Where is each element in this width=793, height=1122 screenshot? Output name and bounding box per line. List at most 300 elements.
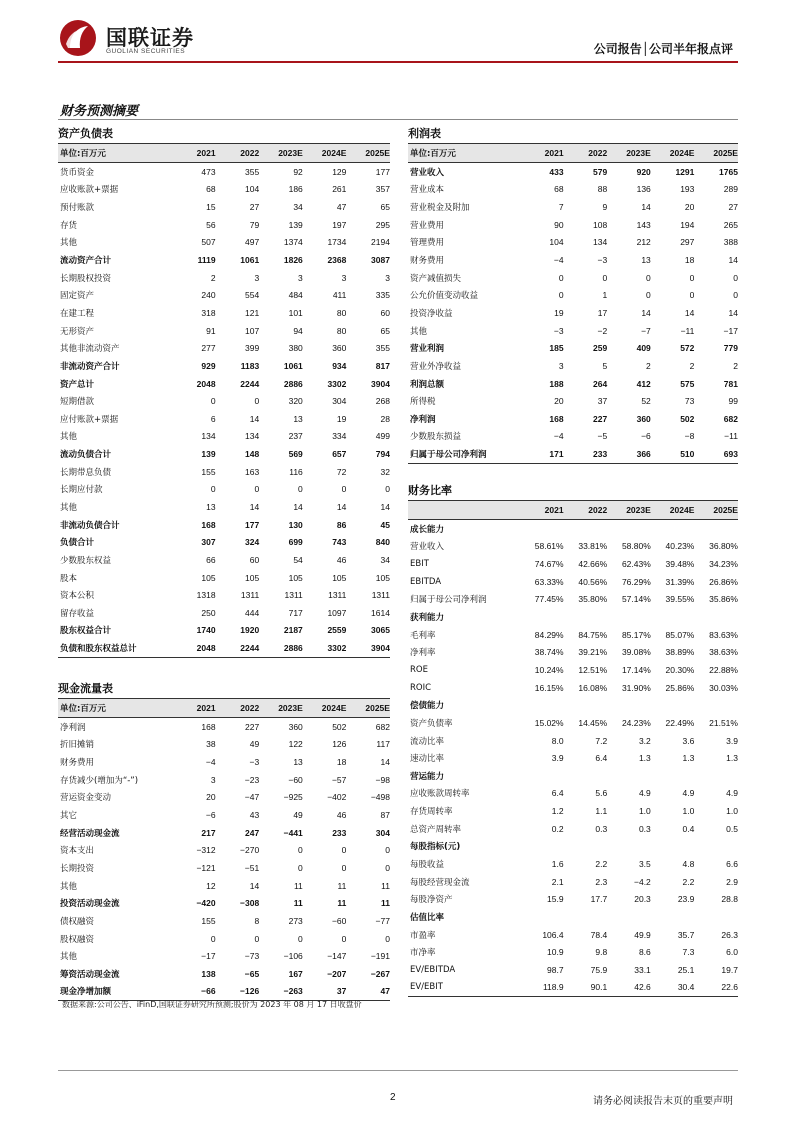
cell-value: 13: [293, 757, 303, 768]
cell-value: 1061: [283, 360, 303, 371]
cell-value: 2048: [196, 643, 216, 654]
row-label: 其他非流动资产: [60, 344, 120, 355]
row-label: 应收账款周转率: [410, 789, 470, 800]
cell-value: 33.81%: [578, 541, 608, 552]
cell-value: 227: [593, 413, 608, 424]
table-row: [58, 894, 390, 912]
cell-value: −7: [641, 325, 651, 336]
cell-value: 74.67%: [534, 559, 564, 570]
table-row: [408, 943, 738, 961]
cell-value: 265: [723, 219, 738, 230]
row-label: 投资活动现金流: [60, 899, 120, 910]
row-label: 短期借款: [60, 397, 95, 408]
cell-value: 499: [375, 431, 390, 442]
row-label: 净利率: [410, 648, 436, 659]
table-row: [408, 357, 738, 375]
cell-value: 237: [288, 431, 303, 442]
table-row: [408, 392, 738, 410]
row-label: 应付账款+票据: [60, 414, 119, 425]
table-row: [408, 732, 738, 750]
cell-value: 3302: [327, 378, 347, 389]
cell-value: 84.29%: [534, 629, 564, 640]
cell-value: 33.1: [634, 964, 651, 975]
cell-value: 3.9: [726, 735, 738, 746]
cell-value: 1311: [240, 590, 260, 601]
cell-value: 17: [597, 307, 608, 318]
table-row: [408, 322, 738, 340]
cell-value: 0: [298, 484, 303, 495]
cell-value: 3: [385, 272, 390, 283]
cell-value: 307: [201, 537, 216, 548]
table-row: [408, 802, 738, 820]
cell-value: 194: [680, 219, 695, 230]
cell-value: 1291: [675, 166, 695, 177]
cell-value: 22.88%: [709, 664, 738, 675]
cell-value: −60: [331, 915, 347, 926]
table-row: [408, 339, 738, 357]
table-row: [58, 771, 390, 789]
cell-value: 0: [733, 290, 738, 301]
cell-value: 233: [593, 449, 608, 460]
cell-value: 0: [298, 845, 303, 856]
cell-value: 0: [689, 290, 695, 301]
row-label: 营业利润: [410, 344, 445, 355]
table-row: [58, 498, 390, 516]
cell-value: 163: [245, 466, 260, 477]
cell-value: 5: [602, 360, 608, 371]
data-source-note: 数据来源:公司公告、iFinD,国联证券研究所预测;股价为 2023 年 08 月 17 日收盘价: [62, 1000, 362, 1009]
cell-value: 47: [336, 202, 347, 213]
cell-value: −4.2: [634, 876, 651, 887]
table-row: [408, 979, 738, 998]
table-row: [58, 251, 390, 269]
cell-value: 0: [385, 862, 390, 873]
table-row: [408, 855, 738, 873]
cell-value: 60: [380, 307, 390, 318]
cell-value: 0: [298, 933, 303, 944]
cell-value: 779: [723, 343, 738, 354]
table-title: 资产负债表: [58, 124, 390, 144]
table-row: [58, 604, 390, 622]
table-row: [408, 216, 738, 234]
cell-value: 139: [201, 449, 216, 460]
cell-value: 46: [336, 810, 347, 821]
row-label: 负债合计: [60, 538, 95, 549]
row-label: 存货: [60, 220, 78, 231]
cell-value: 19: [336, 413, 347, 424]
cell-value: −4: [553, 431, 564, 442]
cell-value: 155: [201, 915, 216, 926]
cell-value: 60: [249, 554, 260, 565]
table-row: [58, 410, 390, 428]
row-label: 资产总计: [60, 379, 95, 390]
column-header: 2021: [196, 703, 216, 713]
cell-value: 3.6: [682, 735, 695, 746]
cell-value: 25.86%: [665, 682, 695, 693]
table-row: [58, 877, 390, 895]
cell-value: 14: [380, 501, 390, 512]
cell-value: 4.8: [682, 858, 695, 869]
income-statement-table: [408, 124, 738, 464]
cell-value: 30.4: [677, 982, 695, 993]
cell-value: −308: [240, 898, 260, 909]
cell-value: 6.4: [595, 753, 608, 764]
table-row: [58, 375, 390, 393]
row-label: 少数股东损益: [410, 432, 462, 443]
table-row: [408, 163, 738, 181]
table-row: [58, 551, 390, 569]
cell-value: 14: [641, 202, 651, 213]
row-label: 营业税金及附加: [410, 203, 470, 214]
table-row: [408, 749, 738, 767]
cell-value: 411: [332, 290, 347, 301]
cell-value: −402: [327, 792, 347, 803]
cell-value: 2: [733, 360, 738, 371]
cell-value: 357: [375, 184, 390, 195]
cell-value: 1734: [327, 237, 347, 248]
column-header: 2025E: [365, 148, 390, 158]
cell-value: 39.55%: [665, 594, 695, 605]
cell-value: 31.90%: [621, 682, 651, 693]
cell-value: 12: [206, 880, 216, 891]
table-row: [408, 785, 738, 803]
cell-value: 11: [293, 898, 303, 909]
table-row: [408, 591, 738, 609]
cell-value: 37: [336, 986, 347, 997]
column-header: 2025E: [713, 505, 738, 515]
table-row: [58, 806, 390, 824]
cell-value: 168: [201, 721, 216, 732]
cell-value: 0: [385, 484, 390, 495]
cell-value: 185: [549, 343, 564, 354]
cell-value: 77.45%: [534, 594, 564, 605]
cell-value: −441: [283, 827, 303, 838]
cell-value: 14: [249, 880, 260, 891]
row-label: 估值比率: [410, 912, 445, 923]
cell-value: 399: [245, 343, 260, 354]
cell-value: 1311: [328, 590, 347, 601]
cell-value: 2.2: [595, 858, 608, 869]
cell-value: 366: [636, 449, 651, 460]
row-label: 负债和股东权益总计: [60, 644, 137, 655]
cell-value: 24.23%: [621, 717, 651, 728]
cell-value: 227: [245, 721, 260, 732]
cell-value: 20.30%: [665, 664, 695, 675]
row-label: 留存收益: [60, 608, 95, 619]
row-label: EV/EBIT: [410, 982, 443, 993]
column-header: 2022: [240, 148, 260, 158]
cell-value: 65: [380, 325, 390, 336]
cell-value: 3: [298, 272, 303, 283]
cell-value: 355: [375, 343, 390, 354]
row-label: 营业收入: [410, 167, 445, 178]
column-header: 2023E: [278, 148, 303, 158]
cell-value: −106: [283, 951, 303, 962]
cell-value: 1311: [284, 590, 303, 601]
table-row: [408, 714, 738, 732]
cell-value: 20: [684, 202, 695, 213]
cell-value: 0.4: [682, 823, 695, 834]
table-row: [408, 251, 738, 269]
cell-value: 92: [293, 166, 303, 177]
row-label: 股东权益合计: [60, 626, 112, 637]
cell-value: 49.9: [634, 929, 651, 940]
row-label: 筹资活动现金流: [60, 969, 120, 980]
cell-value: 148: [245, 449, 260, 460]
cell-value: 575: [680, 378, 695, 389]
cell-value: 334: [332, 431, 347, 442]
row-label: 长期带息负债: [60, 467, 112, 478]
cell-value: 240: [201, 290, 216, 301]
row-label: 所得税: [410, 397, 436, 408]
cell-value: 104: [549, 237, 564, 248]
cell-value: 18: [336, 757, 347, 768]
cell-value: −60: [288, 774, 303, 785]
cell-value: 1614: [371, 607, 390, 618]
row-label: 存货周转率: [410, 807, 453, 818]
cell-value: 116: [289, 466, 303, 477]
row-label: 获利能力: [410, 613, 445, 624]
cell-value: 682: [375, 721, 390, 732]
cell-value: 25.1: [677, 964, 695, 975]
cell-value: 1.2: [551, 806, 564, 817]
cell-value: 20: [554, 396, 564, 407]
cell-value: 2: [689, 360, 695, 371]
cell-value: 3904: [371, 643, 390, 654]
cell-value: 91: [206, 325, 216, 336]
cell-value: −263: [283, 986, 303, 997]
cell-value: 177: [245, 519, 260, 530]
cell-value: 117: [376, 739, 390, 750]
row-label: EV/EBITDA: [410, 964, 456, 975]
row-label: 长期应付款: [60, 485, 103, 496]
cell-value: 3904: [371, 378, 390, 389]
row-label: 营运能力: [410, 771, 445, 782]
cell-value: 295: [375, 219, 390, 230]
cell-value: 2.2: [682, 876, 695, 887]
cell-value: 14: [249, 501, 260, 512]
cell-value: 78.4: [590, 929, 608, 940]
table-row: [408, 445, 738, 464]
cell-value: 3.2: [638, 735, 651, 746]
column-header: 2022: [588, 505, 608, 515]
cell-value: 657: [332, 449, 347, 460]
cell-value: 134: [201, 431, 216, 442]
table-row: [408, 908, 738, 926]
cell-value: −4: [553, 255, 564, 266]
cell-value: 2: [210, 272, 216, 283]
table-row: [58, 859, 390, 877]
table-row: [408, 375, 738, 393]
row-label: 经营活动现金流: [60, 828, 120, 839]
row-label: 其他: [60, 952, 78, 963]
cell-value: 0: [558, 290, 564, 301]
row-label: 在建工程: [60, 308, 95, 319]
cell-value: 15: [206, 202, 216, 213]
column-header: 2021: [544, 148, 564, 158]
column-header: 2022: [588, 148, 608, 158]
cell-value: 217: [201, 827, 216, 838]
cell-value: 7.3: [682, 947, 695, 958]
cell-value: 27: [249, 202, 260, 213]
cell-value: −98: [375, 774, 390, 785]
cell-value: 76.29%: [621, 576, 651, 587]
cell-value: 105: [332, 572, 347, 583]
cell-value: 101: [288, 307, 303, 318]
cell-value: 0: [254, 484, 260, 495]
cell-value: −11: [724, 431, 738, 442]
cell-value: 134: [245, 431, 260, 442]
cell-value: 212: [636, 237, 651, 248]
column-header: 2021: [196, 148, 216, 158]
cell-value: 289: [723, 184, 738, 195]
cell-value: 1826: [283, 255, 303, 266]
cell-value: 39.48%: [665, 559, 695, 570]
column-header: 2025E: [365, 703, 390, 713]
cell-value: 85.17%: [621, 629, 651, 640]
table-row: [408, 679, 738, 697]
row-label: 折旧摊销: [60, 740, 95, 751]
cell-value: −498: [370, 792, 390, 803]
cell-value: 473: [201, 166, 216, 177]
cell-value: 0: [385, 845, 390, 856]
cell-value: 2244: [240, 378, 260, 389]
cell-value: 129: [332, 166, 347, 177]
cell-value: 28: [380, 413, 390, 424]
cell-value: 1061: [240, 255, 260, 266]
cell-value: −3: [553, 325, 564, 336]
row-label: ROIC: [410, 682, 432, 693]
cell-value: 0: [646, 290, 651, 301]
cell-value: 743: [332, 537, 347, 548]
cell-value: 433: [549, 166, 564, 177]
cell-value: 0: [298, 862, 303, 873]
cell-value: 2.3: [595, 876, 608, 887]
cell-value: 99: [728, 396, 738, 407]
cell-value: 1.0: [682, 806, 695, 817]
cell-value: 324: [245, 537, 260, 548]
cell-value: 0: [254, 933, 260, 944]
table-row: [58, 357, 390, 375]
table-row: [408, 643, 738, 661]
table-row: [58, 841, 390, 859]
cell-value: 26.86%: [709, 576, 738, 587]
cell-value: 8.0: [551, 735, 564, 746]
row-label: 流动比率: [410, 736, 445, 747]
cell-value: 90.1: [590, 982, 608, 993]
row-label: 存货减少(增加为“-”): [60, 775, 139, 786]
cell-value: 1119: [197, 255, 216, 266]
table-row: [408, 926, 738, 944]
cell-value: 0: [341, 484, 347, 495]
cell-value: 409: [636, 343, 651, 354]
cell-value: 247: [245, 827, 260, 838]
cell-value: 0: [602, 272, 608, 283]
cell-value: 1.0: [638, 806, 651, 817]
cell-value: 4.9: [726, 788, 738, 799]
cell-value: 572: [680, 343, 695, 354]
cell-value: 122: [288, 739, 303, 750]
cell-value: 139: [288, 219, 303, 230]
row-label: 货币资金: [60, 167, 95, 178]
cell-value: 5.6: [595, 788, 608, 799]
cell-value: 17.14%: [621, 664, 651, 675]
cell-value: 277: [201, 343, 216, 354]
cell-value: 250: [201, 607, 216, 618]
cell-value: 3: [254, 272, 260, 283]
cell-value: 497: [245, 237, 260, 248]
cell-value: 136: [636, 184, 651, 195]
cell-value: 4.9: [638, 788, 651, 799]
cell-value: 0: [733, 272, 738, 283]
column-header: 2023E: [278, 703, 303, 713]
page-header: [0, 0, 793, 70]
table-header-row: [58, 144, 390, 163]
cell-value: 63.33%: [534, 576, 564, 587]
row-label: EBITDA: [410, 576, 442, 587]
table-row: [58, 428, 390, 446]
cell-value: 10.9: [547, 947, 564, 958]
cell-value: 14: [728, 307, 738, 318]
cell-value: 38.89%: [665, 647, 695, 658]
row-label: 其他: [60, 432, 78, 443]
cell-value: −65: [244, 968, 260, 979]
cell-value: 699: [288, 537, 303, 548]
cell-value: −207: [327, 968, 347, 979]
row-label: 资本公积: [60, 591, 95, 602]
table-header-row: [408, 501, 738, 520]
row-label: 流动资产合计: [60, 256, 112, 267]
table-row: [58, 304, 390, 322]
cell-value: 80: [336, 307, 347, 318]
cell-value: 121: [245, 307, 260, 318]
cell-value: 2: [646, 360, 651, 371]
row-label: 债权融资: [60, 916, 95, 927]
cell-value: 304: [375, 827, 390, 838]
cell-value: 104: [245, 184, 260, 195]
cell-value: 1.3: [726, 753, 738, 764]
cell-value: 168: [549, 413, 564, 424]
table-row: [58, 322, 390, 340]
column-header: 2024E: [669, 505, 695, 515]
cell-value: 34: [380, 554, 390, 565]
cell-value: 16.15%: [534, 682, 564, 693]
cell-value: 13: [293, 413, 303, 424]
cell-value: 554: [245, 290, 260, 301]
cell-value: 167: [288, 968, 303, 979]
cell-value: −312: [196, 845, 216, 856]
cell-value: 58.61%: [534, 541, 564, 552]
cell-value: 143: [636, 219, 651, 230]
cell-value: 85.07%: [665, 629, 695, 640]
cell-value: 105: [375, 572, 390, 583]
cell-value: 9: [602, 202, 608, 213]
cell-value: 3302: [327, 643, 347, 654]
row-label: 预付账款: [60, 203, 95, 214]
cell-value: 105: [245, 572, 260, 583]
cell-value: 79: [249, 219, 260, 230]
row-label: 毛利率: [410, 630, 436, 641]
brand-name-en: GUOLIAN SECURITIES: [106, 48, 186, 55]
table-row: [408, 696, 738, 714]
table-row: [408, 286, 738, 304]
cell-value: 138: [201, 968, 216, 979]
row-label: EBIT: [410, 559, 429, 570]
row-label: 投资净收益: [410, 308, 453, 319]
cell-value: 193: [680, 184, 695, 195]
cell-value: 0: [341, 933, 347, 944]
table-row: [58, 445, 390, 463]
